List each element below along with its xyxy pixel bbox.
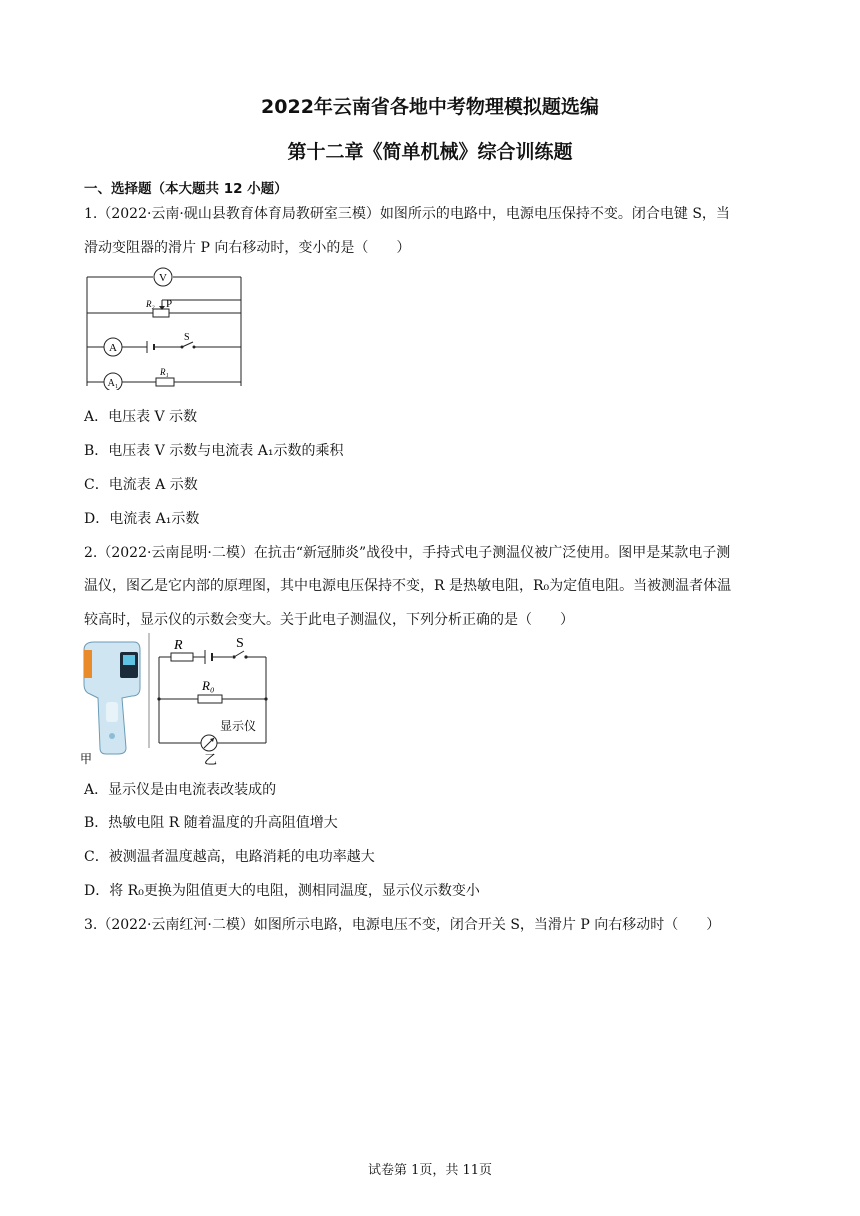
thermometer-icon [84,642,140,754]
q1-stem-line2: 滑动变阻器的滑片 P 向右移动时，变小的是（ ） [84,240,411,256]
label-S: S [236,636,244,651]
switch-label: S [184,332,190,343]
voltmeter-icon [154,268,172,286]
q1-option-c: C．电流表 A 示数 [84,477,198,493]
q2-option-d: D．将 R₀更换为阻值更大的电阻，测相同温度，显示仪示数变小 [84,883,480,899]
ammeter1-icon [104,373,122,390]
svg-text:V: V [159,272,167,284]
page-footer: 试卷第 1页，共 11页 [367,1163,493,1178]
label-R0: R₀ [202,678,215,693]
svg-text:A₁: A₁ [107,378,119,389]
q1-option-a: A．电压表 V 示数 [84,409,198,425]
q2-stem-line1: 2.（2022·云南昆明·二模）在抗击“新冠肺炎”战役中，手持式电子测温仪被广泛使用。图甲是某款电子测 [84,545,731,561]
q2-thermometer-figure [80,636,144,766]
label-yi: 乙 [204,752,218,767]
q1-option-d: D．电流表 A₁示数 [84,511,200,527]
q1-option-b: B．电压表 V 示数与电流表 A₁示数的乘积 [84,443,344,459]
q2-stem-line3: 较高时，显示仪的示数会变大。关于此电子测温仪，下列分析正确的是（ ） [84,612,574,628]
display-meter-icon [201,735,217,751]
label-jia: 甲 [80,752,93,766]
q2-stem-line2: 温仪，图乙是它内部的原理图，其中电源电压保持不变，R 是热敏电阻，R₀为定值电阻。当被测温者体温 [84,578,732,594]
q1-stem-line1: 1.（2022·云南·砚山县教育体育局教研室三模）如图所示的电路中，电源电压保持不变。闭合电键 S，当 [84,206,730,222]
ammeter-icon [104,338,122,356]
label-display: 显示仪 [220,719,257,733]
chapter-title: 第十二章《简单机械》综合训练题 [287,141,573,163]
resistor-label: R₁ [160,367,169,377]
rheostat-label: R₂ [146,299,155,309]
q2-circuit-diagram [148,633,276,768]
q2-option-b: B．热敏电阻 R 随着温度的升高阻值增大 [84,815,338,831]
q3-stem-line1: 3.（2022·云南红河·二模）如图所示电路，电源电压不变，闭合开关 S，当滑片 P 向右移动时（ ） [84,917,721,933]
page-title: 2022年云南省各地中考物理模拟题选编 [261,96,599,118]
q2-option-a: A．显示仪是由电流表改装成的 [84,782,277,798]
label-R: R [174,638,183,653]
section-heading: 一、选择题（本大题共 12 小题） [84,181,288,197]
q2-option-c: C．被测温者温度越高，电路消耗的电功率越大 [84,849,375,865]
slider-label: P [166,298,173,310]
svg-text:A: A [109,342,117,354]
q1-circuit-diagram [84,264,244,390]
